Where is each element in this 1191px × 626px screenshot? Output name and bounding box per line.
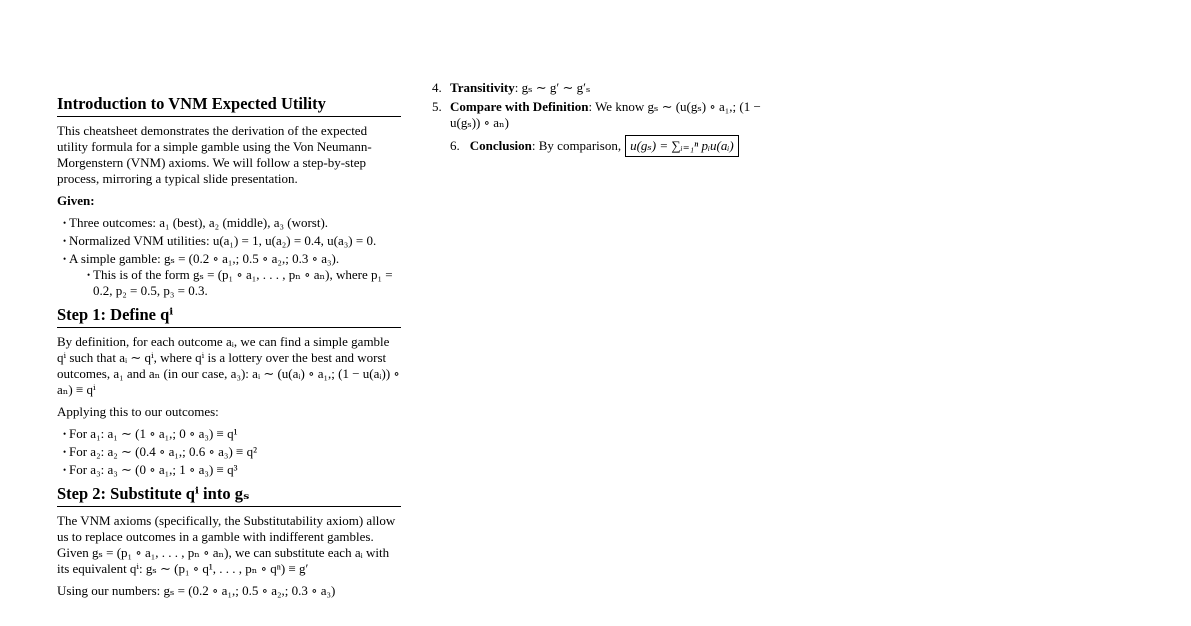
derivation-list bbox=[432, 80, 762, 157]
given-list bbox=[57, 215, 401, 299]
step-number: 4. bbox=[432, 80, 442, 95]
step2-numbers: Using our numbers: gₛ = (0.2 ∘ a₁,; 0.5 ∘ a₂,; 0.3 ∘ a₃) bbox=[57, 583, 336, 598]
given-subitem: • This is of the form gₛ = (p₁ ∘ a₁, . . . , pₙ ∘ aₙ), where p₁ = 0.2, p₂ = 0.5, p₃ = 0.3. bbox=[69, 267, 401, 299]
section-title-step1: Step 1: Define qⁱ bbox=[57, 305, 401, 328]
section-title-step2: Step 2: Substitute qⁱ into gₛ bbox=[57, 484, 401, 507]
given-item-text: A simple gamble: gₛ = (0.2 ∘ a₁,; 0.5 ∘ a₂,; 0.3 ∘ a₃). bbox=[69, 251, 340, 266]
step1-list bbox=[57, 426, 401, 478]
step-text: : By comparison, bbox=[531, 138, 622, 153]
given-sublist bbox=[69, 267, 401, 299]
step-number: 5. bbox=[432, 99, 442, 114]
given-item: • Three outcomes: a₁ (best), a₂ (middle), a₃ (worst). bbox=[57, 215, 401, 231]
boxed-result-formula: u(gₛ) = ∑ᵢ₌₁ⁿ pᵢu(aᵢ) bbox=[625, 135, 739, 157]
step1-item: • For a₁: a₁ ∼ (1 ∘ a₁,; 0 ∘ a₃) ≡ q¹ bbox=[57, 426, 401, 442]
given-item bbox=[57, 251, 401, 299]
given-item: • Normalized VNM utilities: u(a₁) = 1, u(a₂) = 0.4, u(a₃) = 0. bbox=[57, 233, 401, 249]
step-label: Compare with Definition bbox=[450, 99, 589, 114]
intro-paragraph: This cheatsheet demonstrates the derivation of the expected utility formula for a simple gamble using the Von Neumann-Morgenstern (VNM) axioms. We will follow a step-by-step process, mirroring a typical slide presentation. bbox=[57, 123, 372, 186]
step-label: Transitivity bbox=[450, 80, 515, 95]
step-label-wrap bbox=[470, 138, 621, 154]
step-text: : gₛ ∼ g′ ∼ g′ₛ bbox=[514, 80, 591, 95]
step1-item: • For a₃: a₃ ∼ (0 ∘ a₁,; 1 ∘ a₃) ≡ q³ bbox=[57, 462, 401, 478]
step1-apply-label: Applying this to our outcomes: bbox=[57, 404, 219, 419]
left-column bbox=[57, 90, 401, 605]
step-number: 6. bbox=[450, 138, 460, 153]
section-title-intro: Introduction to VNM Expected Utility bbox=[57, 94, 401, 117]
step-label: Conclusion bbox=[469, 138, 532, 153]
step2-paragraph: The VNM axioms (specifically, the Substitutability axiom) allow us to replace outcomes in a gamble with indifferent gambles. Given gₛ = (p₁ ∘ a₁, . . . , pₙ ∘ aₙ), we can substitute each aᵢ with its equivalent qⁱ: gₛ ∼ (p₁ ∘ q¹, . . . , pₙ ∘ qⁿ) ≡ g′ bbox=[57, 513, 396, 576]
step-text: : We know gₛ ∼ (u(gₛ) ∘ a₁,; (1 − u(gₛ)) ∘ aₙ) bbox=[450, 99, 761, 130]
given-label: Given: bbox=[57, 193, 95, 208]
derivation-step-4 bbox=[432, 80, 762, 96]
derivation-step-5 bbox=[432, 99, 762, 131]
right-column bbox=[432, 80, 762, 160]
step1-item: • For a₂: a₂ ∼ (0.4 ∘ a₁,; 0.6 ∘ a₃) ≡ q² bbox=[57, 444, 401, 460]
derivation-step-6 bbox=[432, 135, 762, 157]
step1-paragraph: By definition, for each outcome aᵢ, we can find a simple gamble qⁱ such that aᵢ ∼ qⁱ, where qⁱ is a lottery over the best and worst outcomes, a₁ and aₙ (in our case, a₃): aᵢ ∼ (u(aᵢ) ∘ a₁,; (1 − u(aᵢ)) ∘ aₙ) ≡ qⁱ bbox=[57, 334, 400, 397]
